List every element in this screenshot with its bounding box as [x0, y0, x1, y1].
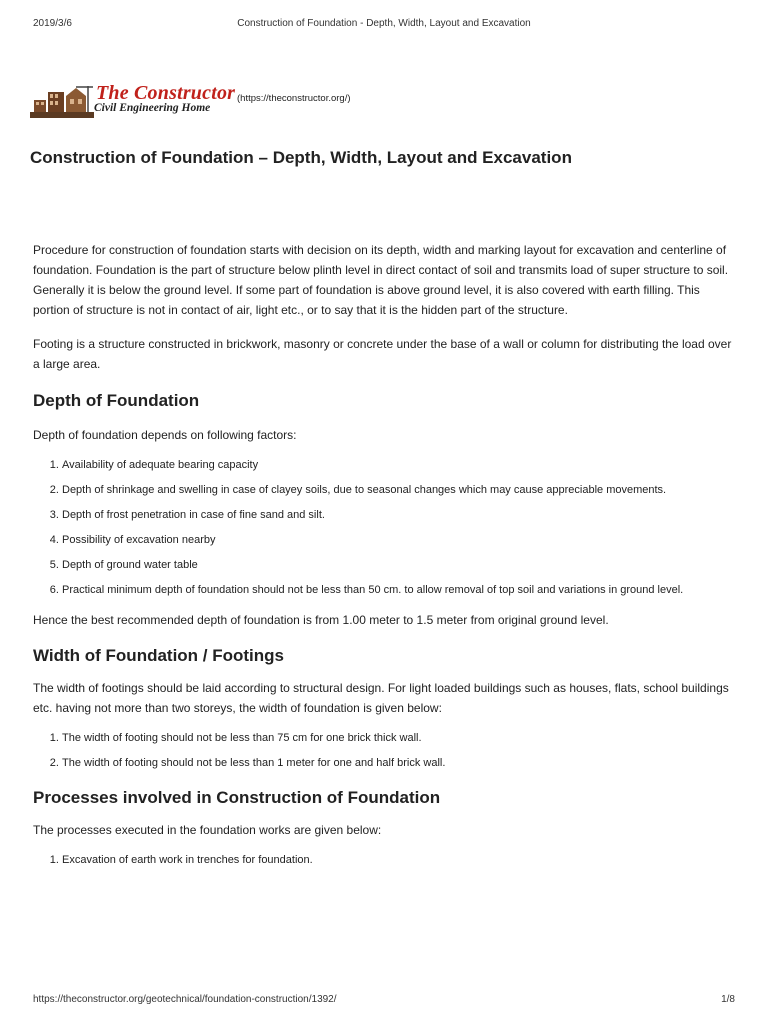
footer-url: https://theconstructor.org/geotechnical/foundation-construction/1392/ [33, 994, 337, 1005]
width-intro: The width of footings should be laid according to structural design. For light loaded buildings such as houses, flats, school buildings etc. having not more than two storeys, the width of foundation is given below: [33, 681, 729, 715]
logo-name: The Constructor [96, 82, 236, 104]
depth-intro: Depth of foundation depends on following factors: [33, 428, 297, 442]
logo-tagline: Civil Engineering Home [94, 102, 211, 114]
article-body [33, 240, 733, 869]
depth-heading: Depth of Foundation [33, 391, 200, 410]
processes-heading: Processes involved in Construction of Foundation [33, 788, 441, 807]
print-page-title: Construction of Foundation - Depth, Width, Layout and Excavation [237, 18, 531, 29]
list-item: 4. Possibility of excavation nearby [62, 532, 733, 549]
width-list [33, 730, 733, 772]
footing-paragraph: Footing is a structure constructed in brickwork, masonry or concrete under the base of a wall or column for distributing the load over a large area. [33, 337, 732, 371]
list-item: 6. Practical minimum depth of foundation should not be less than 50 cm. to allow removal of top soil and variations in ground level. [62, 582, 733, 599]
depth-factors-list [33, 457, 733, 599]
list-item: 2. The width of footing should not be less than 1 meter for one and half brick wall. [62, 755, 733, 772]
list-item: 1. Availability of adequate bearing capacity [62, 457, 733, 474]
article-title: Construction of Foundation – Depth, Width, Layout and Excavation [30, 148, 572, 167]
width-heading: Width of Foundation / Footings [33, 646, 284, 665]
list-item: 5. Depth of ground water table [62, 557, 733, 574]
page-number: 1/8 [721, 994, 735, 1005]
list-item: 2. Depth of shrinkage and swelling in case of clayey soils, due to seasonal changes which may cause appreciable movements. [62, 482, 733, 499]
intro-paragraph: Procedure for construction of foundation starts with decision on its depth, width and marking layout for excavation and centerline of foundation. Foundation is the part of structure below plinth level in direct contact of soil and transmits load of super structure to soil. Generally it is below the ground level. If some part of foundation is above ground level, it is also covered with earth filling. This portion of structure is not in contact of air, light etc., or to say that it is the hidden part of the structure. [33, 243, 729, 317]
processes-list [33, 852, 733, 869]
list-item: 3. Depth of frost penetration in case of fine sand and silt. [62, 507, 733, 524]
list-item: 1. The width of footing should not be less than 75 cm for one brick thick wall. [62, 730, 733, 747]
site-logo[interactable] [30, 82, 370, 122]
building-logo-icon [30, 84, 94, 118]
processes-intro: The processes executed in the foundation works are given below: [33, 823, 382, 837]
depth-conclusion: Hence the best recommended depth of foundation is from 1.00 meter to 1.5 meter from original ground level. [33, 613, 609, 627]
print-date: 2019/3/6 [33, 18, 72, 29]
logo-url-link[interactable]: (https://theconstructor.org/) [237, 93, 351, 104]
list-item: 1. Excavation of earth work in trenches for foundation. [62, 852, 733, 869]
